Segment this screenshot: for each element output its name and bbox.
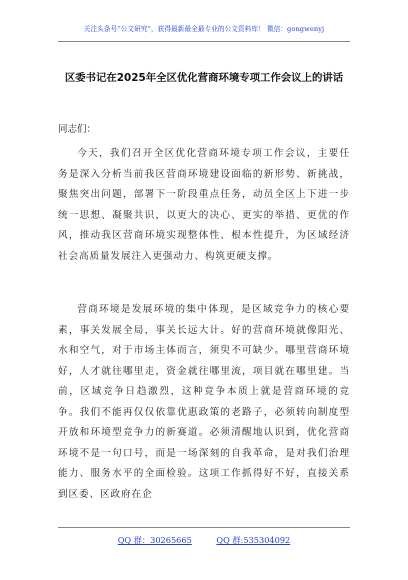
body-paragraph-1: 今天，我们召开全区优化营商环境专项工作会议，主要任务是深入分析当前我区营商环境建设面临的新形势、新挑战，聚焦突出问题，部署下一阶段重点任务，动员全区上下进一步统一思想、凝聚共识，以更大的决心、更实的举措、更优的作风，推动我区营商环境实现整体性、根本性提升，为区域经济社会高质量发展注入更强动力、构筑更硬支撑。	[58, 148, 350, 262]
footer-qq-group-2[interactable]: QQ 群:535304092	[216, 535, 291, 545]
footer	[0, 535, 408, 546]
footer-divider	[58, 527, 350, 528]
header-divider	[58, 41, 350, 42]
footer-qq-group-1[interactable]: QQ 群：30265665	[117, 535, 192, 545]
header-promo-text: 关注头条号“公文研究”，获得最新最全最专业的公文资料库！ 微信：gongwenyj	[83, 25, 325, 33]
document-title: 区委书记在2025年全区优化营商环境专项工作会议上的讲话	[64, 72, 344, 84]
body-paragraph-2: 营商环境是发展环境的集中体现，是区域竞争力的核心要素，事关发展全局，事关长远大计。好的营商环境就像阳光、水和空气，对于市场主体而言，须臾不可缺少。哪里营商环境好，人才就往哪里走，资金就往哪里流，项目就在哪里建。当前，区域竞争日趋激烈，这种竞争本质上就是营商环境的竞争。我们不能再仅仅依靠优惠政策的老路子，必须转向制度型开放和环境型竞争力的新赛道。必须清醒地认识到，优化营商环境不是一句口号，而是一场深刻的自我革命，是对我们治理能力、服务水平的全面检验。这项工作抓得好不好，直接关系到区委、区政府在企	[58, 304, 350, 500]
salutation: 同志们：	[58, 124, 97, 135]
